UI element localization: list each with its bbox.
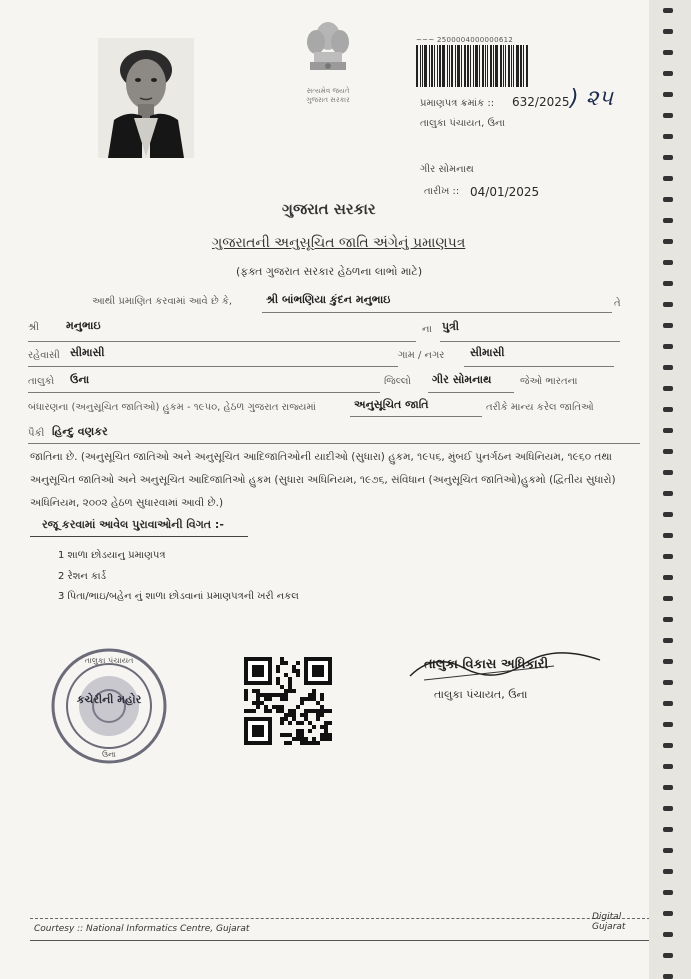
qr-module [304,713,308,717]
qr-module [296,733,300,737]
qr-module [256,689,260,693]
qr-module [288,713,292,717]
qr-module [268,693,272,697]
qr-module [300,733,304,737]
qr-module [308,729,312,733]
qr-module [304,697,308,701]
binder-hole [663,470,673,475]
taluka-label: તાલુકો [28,376,55,387]
father-name: મનુભાઇ [66,319,101,332]
binder-hole [663,806,673,811]
qr-module [324,709,328,713]
legal-line-2: અનુસૂચિત જાતિઓ અને અનુસૂચિત આદિજાતિઓ હુકમ (સુધારા અધિનિયમ, ૧૯૭૬, સંવિધાન (અનુસૂચિત જાતિઓ)હુકમો (દ્વિતીય સુધારો) [30,474,616,486]
qr-module [300,713,304,717]
qr-module [300,721,304,725]
qr-module [252,701,256,705]
barcode-bar [461,45,462,87]
district: ગીર સોમનાથ [432,373,492,386]
barcode-bar [455,45,456,87]
binder-hole [663,638,673,643]
qr-module [284,689,288,693]
barcode-bar [508,45,510,87]
barcode-bar [526,45,528,87]
seal-ring-bottom: ઉના [102,750,116,759]
seal-ring-top: તાલુકા પંચાયત [84,656,134,665]
seal-text: કચેરીની મહોર [76,693,142,706]
barcode-bar [482,45,484,87]
qr-module [320,713,324,717]
district-label: જિલ્લો [384,376,411,387]
qr-module [276,665,280,669]
binder-hole [663,953,673,958]
barcode-bar [424,45,427,87]
qr-module [272,705,276,709]
intro-text: આથી પ્રમાણિત કરવામાં આવે છે કે, [92,296,233,307]
qr-module [292,665,296,669]
qr-module [264,705,268,709]
certificate-title: ગુજરાતની અનુસૂચિત જાતિ અંગેનું પ્રમાણપત્ર [212,235,466,251]
binder-hole [663,176,673,181]
legal-line-1: જાતિના છે. (અનુસૂચિત જાતિઓ અને અનુસૂચિત આદિજાતિઓની યાદીઓ (સુધારા) હુકમ, ૧૯૫૬, મુંબઈ પુનર્ગઠન અધિનિયમ, ૧૯૬૦ તથા [30,451,612,463]
relation: પુત્રી [442,320,460,333]
qr-module [324,729,328,733]
qr-module [304,737,308,741]
qr-finder [252,725,264,737]
barcode-bar [485,45,486,87]
office-seal [50,647,168,765]
applicant-photo [98,38,194,158]
barcode [416,36,560,87]
qr-module [260,701,264,705]
category: અનુસૂચિત જાતિ [354,398,429,411]
qr-module [312,697,316,701]
qr-module [268,697,272,701]
qr-module [288,677,292,681]
qr-module [320,697,324,701]
qr-module [316,701,320,705]
qr-module [256,705,260,709]
emblem-caption: ગુજરાત સરકાર [306,96,350,104]
barcode-bar [513,45,514,87]
qr-module [276,709,280,713]
govt-title: ગુજરાત સરકાર [282,200,376,218]
qr-module [324,733,328,737]
qr-module [288,685,292,689]
binder-hole [663,407,673,412]
issue-date: 04/01/2025 [470,185,540,199]
binder-hole [663,386,673,391]
barcode-bar [434,45,435,87]
qr-module [276,669,280,673]
qr-module [320,709,324,713]
qr-module [296,669,300,673]
qr-module [296,673,300,677]
qr-module [320,725,324,729]
qr-module [284,673,288,677]
qr-module [280,717,284,721]
barcode-bar [490,45,492,87]
qr-module [276,677,280,681]
qr-module [312,741,316,745]
barcode-bar [475,45,478,87]
qr-module [276,693,280,697]
qr-module [292,689,296,693]
binder-hole [663,344,673,349]
document-item-3: 3 પિતા/ભાઇ/બહેન નું શાળા છોડવાનાં પ્રમાણપત્રની ખરી નકલ [58,591,299,602]
barcode-bar [431,45,433,87]
binder-hole [663,71,673,76]
qr-module [256,697,260,701]
qr-module [280,705,284,709]
qr-module [292,713,296,717]
qr-module [312,709,316,713]
issuing-district: ગીર સોમનાથ [420,164,474,175]
qr-module [288,689,292,693]
qr-module [308,709,312,713]
qr-module [280,657,284,661]
qr-module [280,697,284,701]
legal-line-3: અધિનિયમ, ૨૦૦૨ હેઠળ સુધારવામાં આવી છે.) [30,497,224,509]
qr-module [276,681,280,685]
barcode-bar [516,45,519,87]
caste-prefix: પૈકી [28,428,45,439]
binder-hole [663,911,673,916]
qr-module [280,693,284,697]
resident-label: રહેવાસી [28,350,60,361]
binder-hole [663,512,673,517]
legal-paragraph [30,446,640,515]
caste: હિન્દુ વણકર [52,425,108,438]
barcode-bar [473,45,474,87]
binder-hole [663,239,673,244]
qr-module [292,669,296,673]
qr-module [284,661,288,665]
qr-module [296,705,300,709]
qr-module [244,689,248,693]
qr-module [312,689,316,693]
barcode-bar [447,45,448,87]
qr-module [288,709,292,713]
binder-hole [663,491,673,496]
qr-module [320,693,324,697]
constitution-text: બંધારણના (અનુસૂચિત જાતિઓ) હુકમ - ૧૯૫૦, હેઠળ ગુજરાત રાજ્યમાં [28,402,316,413]
qr-module [264,693,268,697]
qr-module [316,709,320,713]
barcode-bar [511,45,512,87]
barcode-bar [416,45,418,87]
qr-module [284,717,288,721]
shri-label: શ્રી [28,322,40,333]
qr-module [308,697,312,701]
qr-module [292,737,296,741]
binder-hole [663,575,673,580]
binder-strip [649,0,691,979]
qr-module [296,721,300,725]
barcode-bar [503,45,504,87]
qr-module [244,693,248,697]
qr-module [324,725,328,729]
binder-hole [663,659,673,664]
qr-module [284,741,288,745]
recognized-text: તરીકે માન્ય કરેલ જાતિઓ [486,402,594,413]
village-label: ગામ / નગર [398,350,445,361]
qr-module [288,681,292,685]
qr-module [292,709,296,713]
qr-module [248,709,252,713]
qr-module [328,721,332,725]
certificate-number: 632/2025 [512,95,570,109]
binder-hole [663,197,673,202]
qr-module [304,741,308,745]
emblem-motto: સત્યમેવ જયતે [306,87,350,95]
binder-hole [663,134,673,139]
binder-hole [663,701,673,706]
qr-module [260,693,264,697]
binder-hole [663,155,673,160]
certificate-subtitle: (ફક્ત ગુજરાત સરકાર હેઠળના લાભો માટે) [236,265,423,278]
date-label: તારીખ :: [424,186,460,197]
binder-hole [663,680,673,685]
binder-hole [663,365,673,370]
qr-module [300,741,304,745]
binder-hole [663,8,673,13]
barcode-bar [470,45,471,87]
binder-hole [663,260,673,265]
binder-hole [663,743,673,748]
binder-hole [663,302,673,307]
qr-module [316,717,320,721]
qr-module [264,709,268,713]
qr-module [292,717,296,721]
binder-hole [663,428,673,433]
qr-module [280,661,284,665]
qr-module [288,741,292,745]
qr-module [308,693,312,697]
barcode-bar [495,45,498,87]
qr-module [308,741,312,745]
qr-module [272,693,276,697]
qr-module [288,721,292,725]
qr-module [244,697,248,701]
qr-module [296,729,300,733]
barcode-bar [523,45,524,87]
signatory-title: તાલુકા વિકાસ અધિકારી [424,657,549,672]
binder-hole [663,50,673,55]
qr-module [300,729,304,733]
qr-module [280,685,284,689]
qr-module [308,721,312,725]
barcode-bar [467,45,469,87]
qr-module [304,717,308,721]
binder-hole [663,617,673,622]
barcode-bar [487,45,488,87]
qr-module [280,733,284,737]
qr-module [252,709,256,713]
barcode-bar [429,45,430,87]
binder-hole [663,785,673,790]
qr-module [264,697,268,701]
barcode-bar [442,45,445,87]
document-item-1: 1 શાળા છોડયાનુ પ્રમાણપત્ર [58,550,166,561]
binder-hole [663,449,673,454]
barcode-bar [457,45,460,87]
barcode-bar [451,45,453,87]
qr-module [284,693,288,697]
qr-module [276,705,280,709]
handwritten-mark: ) ૨૫ [570,86,613,111]
qr-module [252,689,256,693]
barcode-bar [422,45,423,87]
binder-hole [663,869,673,874]
documents-heading: રજૂ કરવામાં આવેલ પુરાવાઓની વિગત :- [42,518,224,531]
barcode-bar [479,45,480,87]
qr-module [320,705,324,709]
binder-hole [663,974,673,979]
village: સીમાસી [470,346,505,359]
qr-module [268,709,272,713]
footer-digital-gujarat: Digital Gujarat [592,912,626,932]
india-text: જેઓ ભારતના [520,376,578,387]
binder-hole [663,827,673,832]
binder-hole [663,890,673,895]
qr-module [324,737,328,741]
binder-hole [663,764,673,769]
qr-code [244,657,332,745]
barcode-bar [520,45,522,87]
qr-module [304,709,308,713]
qr-module [296,661,300,665]
qr-module [280,721,284,725]
barcode-bars [416,45,560,87]
qr-module [312,725,316,729]
binder-hole [663,848,673,853]
qr-module [288,733,292,737]
barcode-bar [500,45,502,87]
barcode-bar [493,45,494,87]
barcode-bar [437,45,438,87]
qr-module [316,741,320,745]
taluka: ઉના [70,373,90,386]
barcode-bar [505,45,506,87]
document-item-2: 2 રેશન કાર્ડ [58,571,107,582]
qr-module [284,733,288,737]
signatory-office: તાલુકા પંચાયત, ઉના [434,688,528,701]
qr-module [328,733,332,737]
qr-finder [312,665,324,677]
issuing-office: તાલુકા પંચાયત, ઉના [420,118,505,129]
binder-hole [663,323,673,328]
qr-module [300,697,304,701]
qr-module [280,709,284,713]
binder-hole [663,533,673,538]
binder-hole [663,932,673,937]
binder-hole [663,554,673,559]
qr-module [312,737,316,741]
barcode-bar [449,45,450,87]
qr-module [316,713,320,717]
qr-module [284,697,288,701]
certificate-number-label: પ્રમાણપત્ર ક્રમાંક :: [420,98,495,109]
binder-hole [663,596,673,601]
qr-module [300,737,304,741]
qr-module [328,709,332,713]
qr-module [324,721,328,725]
na-text: ના [422,324,432,335]
qr-module [256,701,260,705]
barcode-bar [464,45,466,87]
binder-hole [663,218,673,223]
qr-module [328,737,332,741]
barcode-number: ~~~ 2500004000000612 [416,36,514,44]
barcode-bar [420,45,421,87]
binder-hole [663,92,673,97]
binder-hole [663,281,673,286]
te-text: તે [614,298,621,309]
qr-module [312,693,316,697]
qr-module [256,693,260,697]
binder-hole [663,113,673,118]
binder-hole [663,29,673,34]
qr-module [296,737,300,741]
qr-module [320,737,324,741]
qr-module [300,701,304,705]
applicant-name: શ્રી બાંભણિયા કુંદન મનુભાઇ [266,293,391,306]
footer-courtesy: Courtesy :: National Informatics Centre, Gujarat [34,924,250,934]
barcode-bar [439,45,441,87]
qr-module [320,733,324,737]
qr-module [284,713,288,717]
qr-module [244,709,248,713]
qr-finder [252,665,264,677]
resident: સીમાસી [70,346,105,359]
binder-hole [663,722,673,727]
